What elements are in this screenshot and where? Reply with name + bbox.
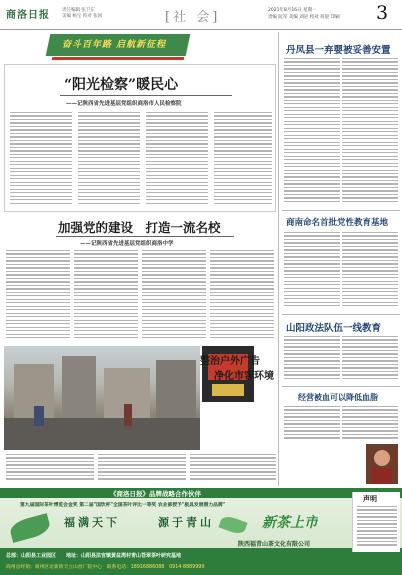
right-story-1-col-2 — [342, 58, 398, 208]
page-number: 3 — [376, 2, 389, 24]
notice-title: 声明 — [363, 494, 377, 503]
right-story-2-col-1 — [284, 232, 340, 312]
right-story-3-title: 山阳政法队伍一线教育 — [286, 323, 382, 334]
second-story-subtitle: ——记陕西省先进基层党组织商洛中学 — [80, 241, 174, 247]
second-story-col-2 — [74, 250, 138, 342]
right-story-4-title: 经营被血可以降低血脂 — [298, 393, 378, 402]
main-story-rule — [60, 95, 232, 96]
thumbnail-shapes — [366, 444, 398, 484]
feature-title-1: 整治户外广告 — [200, 356, 260, 367]
ad-company: 陕西福青山茶文化有限公司 — [238, 541, 311, 548]
street-photo — [4, 346, 200, 450]
main-story-col-1 — [10, 112, 72, 208]
right-divider-2 — [282, 314, 400, 315]
notice-box — [352, 492, 400, 552]
newspaper-logo: 商洛日报 — [6, 10, 50, 21]
second-story-title: 加强党的建设 打造一流名校 — [58, 220, 221, 235]
second-story-rule — [56, 236, 234, 237]
banner-stripe — [52, 57, 185, 60]
column-divider — [278, 32, 279, 486]
banner-title: 奋斗百年路 启航新征程 — [62, 40, 167, 50]
ad-brand: 新茶上市 — [262, 515, 318, 531]
street-photo-shapes — [4, 346, 200, 450]
right-story-3-col-2 — [342, 336, 398, 382]
ad-address: 总部：山阳县工业园区 地址：山阳县法官镇黄盆湾村青山苍翠茶叶研究基地 — [6, 553, 182, 559]
editor-credits: 责任编辑 张卫东 美编 杨宝 校对 张国 — [62, 8, 103, 19]
ad-title: 《商洛日报》品牌战略合作伙伴 — [110, 490, 201, 498]
right-divider-3 — [282, 386, 400, 387]
right-story-4-col-1 — [284, 406, 340, 440]
right-story-2-title: 商南命名首批党性教育基地 — [286, 218, 389, 228]
feature-caption-col-1 — [6, 454, 94, 484]
date-line: 2021年8月16日 星期一 责编 阮军 美编 刘岩 校对 蒋晨 印刷 — [268, 8, 340, 20]
right-story-1-title: 丹凤县一弃婴被妥善安置 — [286, 45, 391, 56]
feature-title-2: 净化市容环境 — [214, 371, 274, 382]
right-divider-1 — [282, 210, 400, 211]
right-thumbnail-photo — [366, 444, 398, 484]
main-story-col-4 — [214, 112, 272, 208]
ad-slogan-mid: 源于青山 — [158, 516, 214, 529]
ad-contact: 商州总经销：商州区北新街天立山丝厂院中心 联系电话：18916886088 0914-8889999 — [6, 565, 205, 570]
second-story-col-3 — [142, 250, 206, 342]
ad-awards: 第九届国际茶叶博览会金奖 第二届"国饮杯"全国茶叶评比一等奖 农业部授予"极具发展潜力品牌" — [20, 503, 226, 508]
feature-caption-col-2 — [98, 454, 186, 484]
masthead — [0, 0, 402, 30]
section-title: [社 会] — [165, 10, 221, 25]
main-story-col-3 — [146, 112, 208, 208]
right-story-2-col-2 — [342, 232, 398, 312]
ad-title-band — [0, 488, 402, 498]
main-story-title: “阳光检察”暖民心 — [64, 77, 179, 93]
notice-text — [357, 506, 397, 550]
second-story-col-1 — [6, 250, 70, 342]
advertisement — [0, 488, 402, 575]
main-story-col-2 — [78, 112, 140, 208]
feature-caption-col-3 — [190, 454, 276, 484]
right-story-4-col-2 — [342, 406, 398, 440]
right-story-3-col-1 — [284, 336, 340, 382]
ad-slogan-left: 福满天下 — [64, 516, 120, 529]
main-story-subtitle: ——记陕西省先进基层党组织商洛市人民检察院 — [66, 101, 182, 107]
second-story-col-4 — [210, 250, 274, 342]
right-story-1-col-1 — [284, 58, 340, 208]
